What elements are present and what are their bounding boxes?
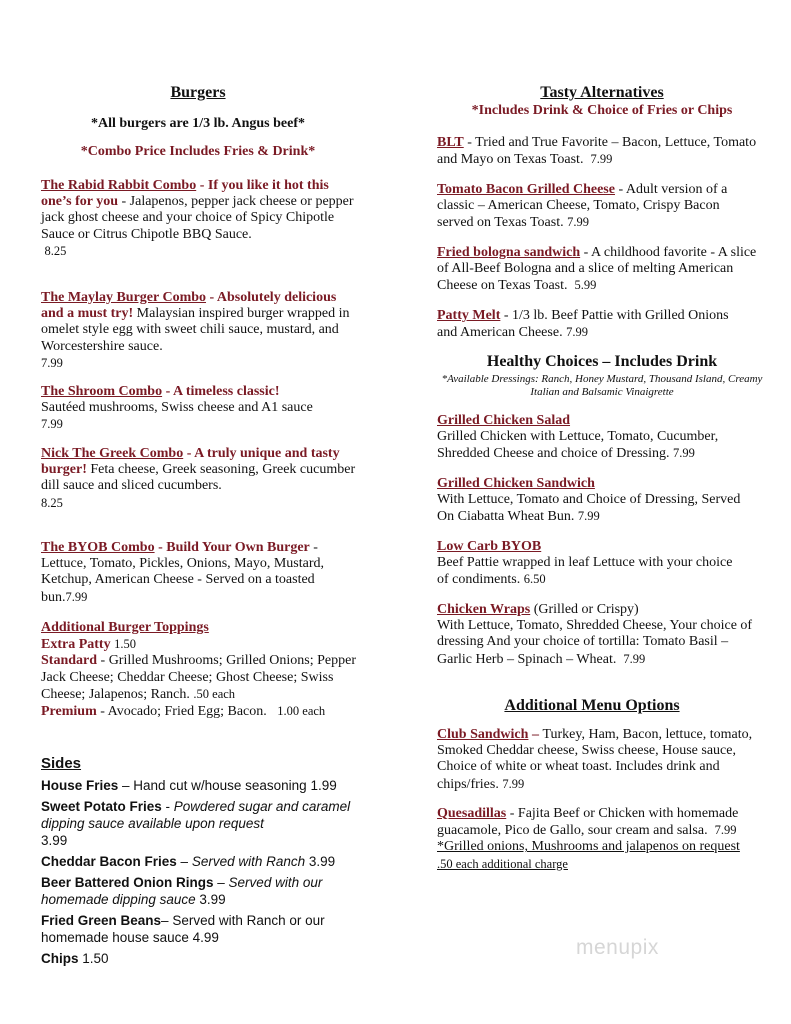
side-sep: - xyxy=(161,799,174,814)
additional-section xyxy=(437,697,747,715)
alternative-title: Tomato Bacon Grilled Cheese xyxy=(437,182,615,197)
burger-description: - Lettuce, Tomato, Pickles, Onions, Mayo, Mustard, Ketchup, American Cheese - Served on a toasted bun. xyxy=(41,540,325,605)
side-sep: – xyxy=(176,854,192,869)
menupix-watermark: menupix xyxy=(576,936,659,959)
burger-tagline: - A timeless classic! xyxy=(162,384,280,399)
side-desc: Served with our homemade dipping sauce xyxy=(41,875,323,907)
healthy-item xyxy=(437,476,747,526)
healthy-price: 7.99 xyxy=(623,651,646,666)
burger-toppings xyxy=(41,620,359,720)
side-sep: – xyxy=(213,875,229,890)
quesadillas-note-price: .50 each additional charge xyxy=(437,856,568,871)
quesadillas-title: Quesadillas xyxy=(437,806,507,821)
side-item xyxy=(41,950,361,967)
club-sandwich xyxy=(437,727,753,793)
alternatives-header: Tasty Alternatives xyxy=(540,84,664,101)
side-item xyxy=(41,777,361,794)
healthy-desc: Beef Pattie wrapped in leaf Lettuce with your choice of condiments. xyxy=(437,555,733,588)
alternative-item xyxy=(437,182,755,232)
side-name: Sweet Potato Fries xyxy=(41,799,162,814)
sides-header: Sides xyxy=(41,755,82,772)
club-sep: – xyxy=(528,727,543,742)
side-name: Fried Green Beans xyxy=(41,913,162,928)
burger-description: - Jalapenos, pepper jack cheese or pepper jack ghost cheese and your choice of Spicy Chipotle Sauce or Citrus Chipotle BBQ Sauce. xyxy=(41,194,354,242)
side-desc: Powdered sugar and caramel dipping sauce available upon request xyxy=(41,799,351,831)
healthy-title: Grilled Chicken Sandwich xyxy=(437,476,595,491)
healthy-header: Healthy Choices – Includes Drink xyxy=(486,353,718,370)
burger-price: 7.99 xyxy=(65,589,88,604)
burger-tagline: - Absolutely delicious and a must try! xyxy=(41,290,337,322)
alternative-price: 7.99 xyxy=(567,215,589,230)
alternative-desc: - Adult version of a classic – American Cheese, Tomato, Crispy Bacon served on Texas Toast. xyxy=(437,182,728,231)
side-sep: – xyxy=(118,778,134,793)
additional-header: Additional Menu Options xyxy=(504,697,680,714)
alternative-desc: - A childhood favorite - A slice of All-Beef Bologna and a slice of melting American Cheese on Texas Toast. xyxy=(437,245,757,294)
healthy-price: 7.99 xyxy=(672,446,695,461)
sides-section xyxy=(41,755,361,967)
burger-tagline: - Build Your Own Burger xyxy=(154,540,310,555)
burger-title: Nick The Greek Combo xyxy=(41,446,184,461)
side-price: 3.99 xyxy=(199,892,226,907)
club-price: 7.99 xyxy=(502,776,525,791)
side-item xyxy=(41,912,361,946)
alternative-title: Patty Melt xyxy=(437,308,501,323)
side-item xyxy=(41,798,361,849)
burgers-beef-note: *All burgers are 1/3 lb. Angus beef* xyxy=(90,116,306,131)
healthy-item xyxy=(437,413,759,463)
alternative-item xyxy=(437,135,759,168)
side-name: House Fries xyxy=(41,778,119,793)
burger-price: 8.25 xyxy=(44,243,67,258)
burger-item xyxy=(41,446,359,512)
healthy-extra: (Grilled or Crispy) xyxy=(530,602,639,617)
side-desc: Served with Ranch xyxy=(191,854,306,869)
burger-tagline: - If you like it hot this one’s for you xyxy=(41,178,329,210)
side-item xyxy=(41,874,361,908)
burgers-header: Burgers xyxy=(170,84,226,101)
burger-item xyxy=(41,178,359,260)
standard-desc: - Grilled Mushrooms; Grilled Onions; Pepper Jack Cheese; Cheddar Cheese; Ghost Cheese; Swiss Cheese; Jalapenos; Ranch. xyxy=(41,653,357,702)
burger-item xyxy=(41,384,359,434)
alternative-item xyxy=(437,245,759,295)
alternative-price: 7.99 xyxy=(590,152,613,167)
club-desc: Turkey, Ham, Bacon, lettuce, tomato, Smoked Cheddar cheese, Swiss cheese, House sauce, Choice of white or wheat toast. Includes drink and chips/fries. xyxy=(437,727,753,792)
quesadillas-note: *Grilled onions, Mushrooms and jalapenos on request xyxy=(437,839,740,855)
burger-description: Feta cheese, Greek seasoning, Greek cucumber dill sauce and sliced cucumbers. xyxy=(41,462,356,494)
burger-price: 7.99 xyxy=(41,355,63,370)
healthy-desc: With Lettuce, Tomato, Shredded Cheese, Your choice of dressing And your choice of tortilla: Tomato Basil – Garlic Herb – Spinach – Wheat. xyxy=(437,618,753,667)
burger-price: 8.25 xyxy=(41,495,63,510)
combo-price-note: *Combo Price Includes Fries & Drink* xyxy=(80,144,316,159)
side-item xyxy=(41,853,361,870)
healthy-item xyxy=(437,602,755,668)
burger-tagline: - A truly unique and tasty burger! xyxy=(41,446,340,478)
quesadillas-price: 7.99 xyxy=(714,823,737,838)
burger-price: 7.99 xyxy=(41,417,63,432)
burger-description: Malaysian inspired burger wrapped in omelet style egg with sweet chili sauce, mustard, and Worcestershire sauce. xyxy=(41,306,350,354)
dressings-note: *Available Dressings: Ranch, Honey Mustard, Thousand Island, Creamy Italian and Balsamic Vinaigrette xyxy=(441,373,763,398)
burger-title: The Maylay Burger Combo xyxy=(41,290,207,305)
quesadillas-desc: - Fajita Beef or Chicken with homemade guacamole, Pico de Gallo, sour cream and salsa. xyxy=(437,806,739,839)
burger-item xyxy=(41,540,359,606)
healthy-price: 7.99 xyxy=(577,509,600,524)
healthy-section xyxy=(437,353,767,399)
healthy-price: 6.50 xyxy=(523,572,546,587)
side-desc: Served with Ranch or our homemade house sauce xyxy=(41,913,325,945)
side-name: Cheddar Bacon Fries xyxy=(41,854,177,869)
side-price: 3.99 xyxy=(41,833,68,848)
side-price: 3.99 xyxy=(308,854,336,869)
burger-title: The Shroom Combo xyxy=(41,384,163,399)
alternative-price: 7.99 xyxy=(566,325,588,340)
alternative-item xyxy=(437,308,737,341)
burger-title: The Rabid Rabbit Combo xyxy=(41,178,197,193)
extra-patty-label: Extra Patty xyxy=(41,637,111,653)
alternative-title: BLT xyxy=(437,135,464,150)
side-sep: – xyxy=(161,913,173,928)
healthy-desc: Grilled Chicken with Lettuce, Tomato, Cucumber, Shredded Cheese and choice of Dressing. xyxy=(437,429,719,462)
healthy-desc: With Lettuce, Tomato and Choice of Dressing, Served On Ciabatta Wheat Bun. xyxy=(437,492,741,525)
club-title: Club Sandwich xyxy=(437,727,529,742)
premium-desc: - Avocado; Fried Egg; Bacon. xyxy=(96,704,267,720)
healthy-title: Low Carb BYOB xyxy=(437,539,542,554)
healthy-title: Grilled Chicken Salad xyxy=(437,413,571,428)
extra-patty-price: 1.50 xyxy=(114,637,136,652)
healthy-title: Chicken Wraps xyxy=(437,602,531,617)
healthy-item xyxy=(437,539,747,589)
alternatives-section xyxy=(437,84,767,119)
burgers-section xyxy=(41,84,355,160)
toppings-title: Additional Burger Toppings xyxy=(41,620,209,635)
premium-label: Premium xyxy=(41,704,97,720)
side-name: Beer Battered Onion Rings xyxy=(41,875,214,890)
alternative-desc: - 1/3 lb. Beef Pattie with Grilled Onions and American Cheese. xyxy=(437,308,729,341)
side-desc: Hand cut w/house seasoning xyxy=(133,778,307,793)
side-price: 1.50 xyxy=(82,951,109,966)
burger-title: The BYOB Combo xyxy=(41,540,155,555)
alternative-desc: - Tried and True Favorite – Bacon, Lettuce, Tomato and Mayo on Texas Toast. xyxy=(437,135,757,168)
premium-price: 1.00 each xyxy=(277,704,326,719)
alternatives-note: *Includes Drink & Choice of Fries or Chips xyxy=(471,103,733,118)
quesadillas xyxy=(437,806,753,873)
standard-label: Standard xyxy=(41,653,98,669)
burger-item xyxy=(41,290,359,372)
alternative-title: Fried bologna sandwich xyxy=(437,245,581,260)
burger-description: Sautéed mushrooms, Swiss cheese and A1 sauce xyxy=(41,400,313,416)
alternative-price: 5.99 xyxy=(574,278,597,293)
side-name: Chips xyxy=(41,951,79,966)
side-price: 1.99 xyxy=(310,778,337,793)
standard-price: .50 each xyxy=(193,686,236,701)
side-price: 4.99 xyxy=(192,930,219,945)
